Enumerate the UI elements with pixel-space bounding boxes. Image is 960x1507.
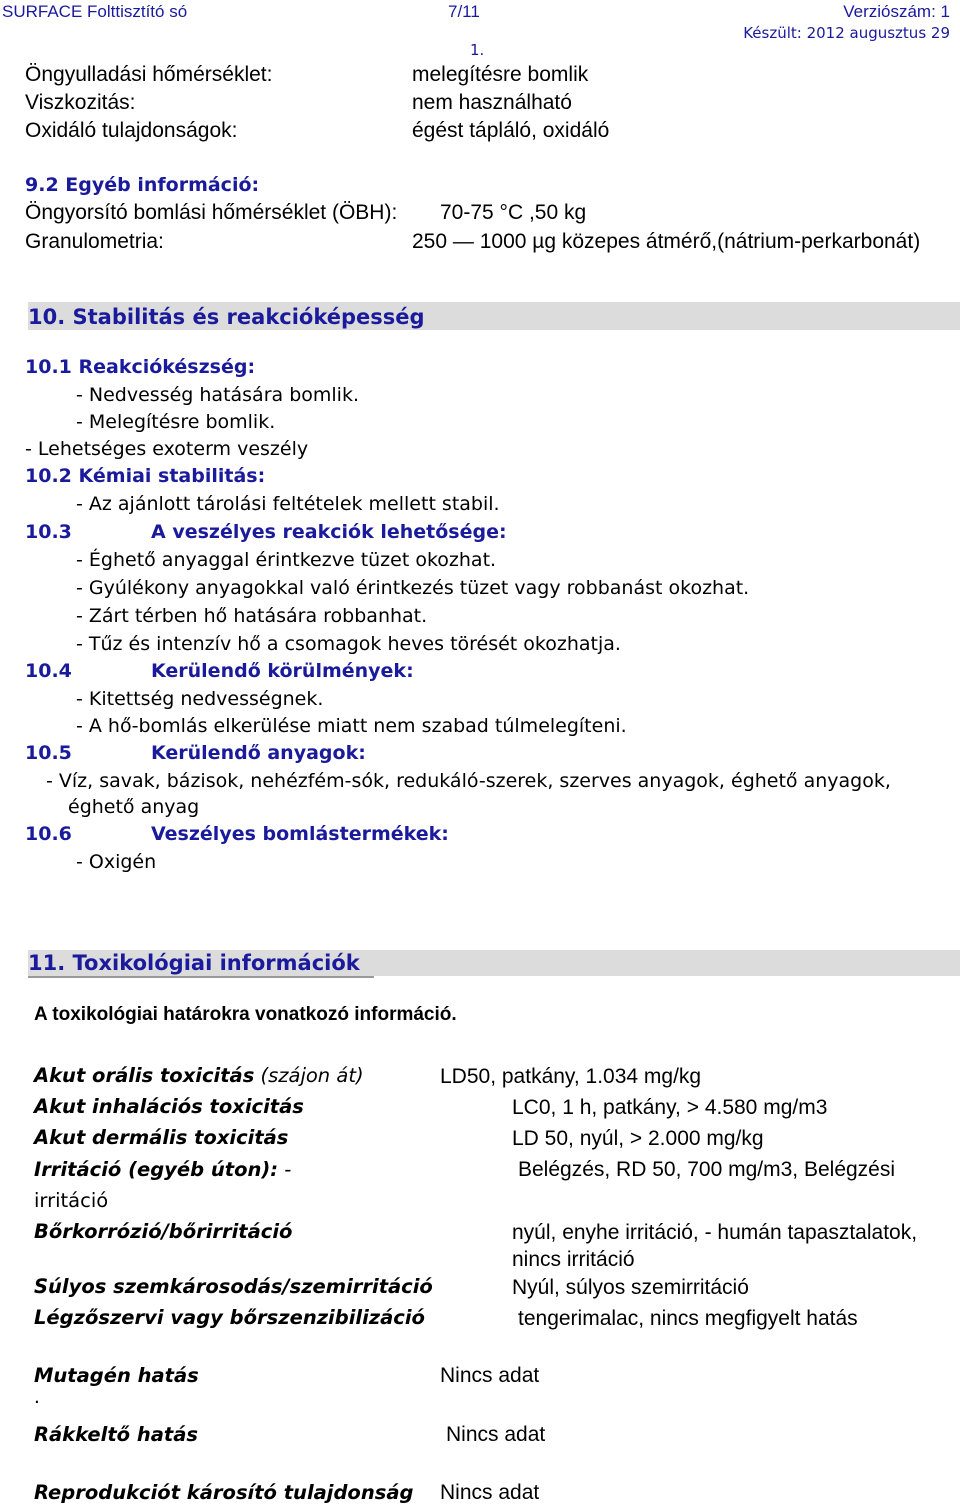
section-10-4-number: 10.4 [25,660,72,682]
section-10-title: 10. Stabilitás és reakcióképesség [28,305,425,329]
tox-value-mutagen: Nincs adat [440,1364,540,1387]
section-11-underline [28,976,374,978]
list-item: - Tűz és intenzív hő a csomagok heves törését okozhatja. [76,633,621,655]
tox-label-inhalation: Akut inhalációs toxicitás [34,1095,304,1118]
granulometry-label: Granulometria: [25,230,164,253]
prop-value-oxidizing: égést tápláló, oxidáló [412,119,610,142]
tox-dot: . [34,1385,40,1408]
section-10-title-band [28,302,960,330]
tox-label-skin: Bőrkorrózió/bőrirritáció [34,1220,293,1243]
list-item: - Kitettség nedvességnek. [76,688,324,710]
section-11-title: 11. Toxikológiai információk [28,951,360,975]
tox-value-skin-line2: nincs irritáció [512,1248,635,1271]
section-10-6-heading: Veszélyes bomlástermékek: [151,823,449,845]
section-10-1-heading: 10.1 Reakciókészség: [25,356,256,378]
tox-label-dermal: Akut dermális toxicitás [34,1126,289,1149]
header-date: Készült: 2012 augusztus 29 [743,24,950,42]
list-item: - Víz, savak, bázisok, nehézfém-sók, redukáló-szerek, szerves anyagok, éghető anyagok, [46,770,891,792]
list-item: - A hő-bomlás elkerülése miatt nem szabad túlmelegíteni. [76,715,627,737]
section-10-5-heading: Kerülendő anyagok: [151,742,366,764]
tox-value-oral: LD50, patkány, 1.034 mg/kg [440,1065,702,1088]
tox-label-reproductive: Reprodukciót károsító tulajdonság [34,1481,414,1504]
section-10-3-number: 10.3 [25,521,72,543]
list-item: - Az ajánlott tárolási feltételek mellett stabil. [76,493,500,515]
section-11-subtitle: A toxikológiai határokra vonatkozó információ. [34,1004,457,1025]
tox-label-carcinogen: Rákkeltő hatás [34,1423,198,1446]
section-10-2-heading: 10.2 Kémiai stabilitás: [25,465,266,487]
tox-label-irritation: Irritáció (egyéb úton): - [34,1158,292,1181]
list-item: - Nedvesség hatására bomlik. [76,384,359,406]
tox-value-skin: nyúl, enyhe irritáció, - humán tapasztalatok, [512,1221,918,1244]
tox-label-sensitization: Légzőszervi vagy bőrszenzibilizáció [34,1306,425,1329]
section-10-6-number: 10.6 [25,823,72,845]
header-page-number: 7/11 [448,2,480,21]
tox-value-irritation: Belégzés, RD 50, 700 mg/m3, Belégzési [518,1158,896,1181]
sadt-label: Öngyorsító bomlási hőmérséklet (ÖBH): [25,201,398,224]
tox-value-dermal: LD 50, nyúl, > 2.000 mg/kg [512,1127,764,1150]
header-version: Verziószám: 1 [843,2,950,21]
prop-label-oxidizing: Oxidáló tulajdonságok: [25,119,238,142]
list-item: - Oxigén [76,851,157,873]
section-10-5-number: 10.5 [25,742,72,764]
prop-label-autoignition: Öngyulladási hőmérséklet: [25,63,273,86]
tox-value-eye: Nyúl, súlyos szemirritáció [512,1276,749,1299]
granulometry-value: 250 — 1000 µg közepes átmérő,(nátrium-perkarbonát) [412,230,921,253]
list-item: - Lehetséges exoterm veszély [25,438,309,460]
list-item: - Gyúlékony anyagokkal való érintkezés tüzet vagy robbanást okozhat. [76,577,750,599]
tox-label-irritation-line2: irritáció [34,1189,109,1212]
tox-value-sensitization: tengerimalac, nincs megfigyelt hatás [518,1307,858,1330]
section-10-4-heading: Kerülendő körülmények: [151,660,414,682]
prop-value-viscosity: nem használható [412,91,572,114]
section-11-title-band [28,950,960,976]
tox-label-oral: Akut orális toxicitás (szájon át) [34,1064,364,1087]
list-item: - Éghető anyaggal érintkezve tüzet okozhat. [76,549,497,571]
list-item: éghető anyag [68,796,200,818]
list-item: - Zárt térben hő hatására robbanhat. [76,605,428,627]
list-item: - Melegítésre bomlik. [76,411,276,433]
tox-value-inhalation: LC0, 1 h, patkány, > 4.580 mg/m3 [512,1096,828,1119]
tox-value-carcinogen: Nincs adat [446,1423,546,1446]
header-date-suffix: 1. [470,41,485,59]
tox-label-eye: Súlyos szemkárosodás/szemirritáció [34,1275,433,1298]
section-10-3-heading: A veszélyes reakciók lehetősége: [151,521,507,543]
header-product: SURFACE Folttisztító só [2,2,188,21]
tox-value-reproductive: Nincs adat [440,1481,540,1504]
tox-label-mutagen: Mutagén hatás [34,1364,199,1387]
prop-label-viscosity: Viszkozitás: [25,91,136,114]
section-9-2-heading: 9.2 Egyéb információ: [25,174,260,196]
prop-value-autoignition: melegítésre bomlik [412,63,589,86]
sadt-value: 70-75 °C ,50 kg [440,201,587,224]
